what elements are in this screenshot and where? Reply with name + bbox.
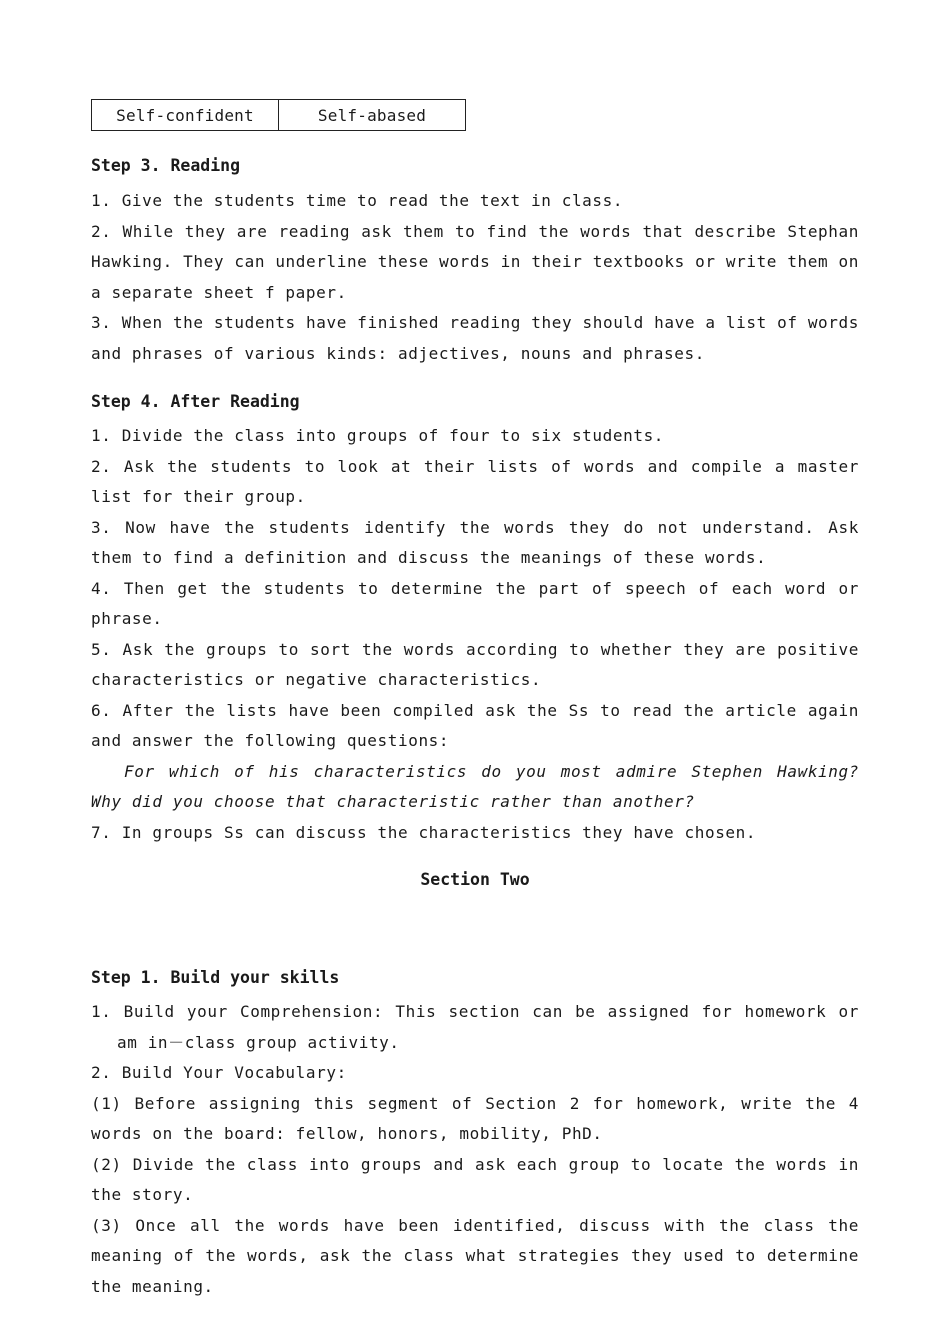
step4-heading: Step 4. After Reading — [91, 392, 300, 411]
step4-item-1: 1. Divide the class into groups of four to six students. — [91, 426, 665, 445]
step3-item-1: 1. Give the students time to read the text in class. — [91, 191, 624, 210]
table-row — [92, 100, 466, 131]
table-cell-self-confident: Self-confident — [92, 100, 279, 131]
step1-subitem-1: (1) Before assigning this segment of Section 2 for homework, write the 4 words on the board: fellow, honors, mobility, PhD. — [91, 1093, 859, 1143]
table-cell-self-abased: Self-abased — [279, 100, 466, 131]
section-two-title: Section Two — [420, 870, 530, 889]
step4-item-4: 4. Then get the students to determine the part of speech of each word or phrase. — [91, 578, 859, 628]
step4-item-2: 2. Ask the students to look at their lists of words and compile a master list for their group. — [91, 456, 859, 506]
step4-item-6: 6. After the lists have been compiled ask the Ss to read the article again and answer the following questions: — [91, 700, 859, 750]
step1-item-2: 2. Build Your Vocabulary: — [91, 1063, 347, 1082]
step4-item-3: 3. Now have the students identify the words they do not understand. Ask them to find a definition and discuss the meanings of these words. — [91, 517, 859, 567]
step4-item-7: 7. In groups Ss can discuss the characteristics they have chosen. — [91, 822, 757, 842]
step3-heading: Step 3. Reading — [91, 156, 241, 175]
step3-item-3: 3. When the students have finished reading they should have a list of words and phrases of various kinds: adjectives, nouns and phrases. — [91, 313, 859, 363]
step4-item-5: 5. Ask the groups to sort the words according to whether they are positive characteristics or negative characteristics. — [91, 639, 859, 689]
step1-subitem-2: (2) Divide the class into groups and ask each group to locate the words in the story. — [91, 1154, 859, 1204]
document-page — [91, 99, 859, 1302]
discussion-question: For which of his characteristics do you most admire Stephen Hawking? Why did you choose that characteristic rather than another? — [91, 761, 859, 811]
step1-item-1: 1. Build your Comprehension: This section can be assigned for homework or am in－class group activity. — [91, 1002, 859, 1052]
step1-heading: Step 1. Build your skills — [91, 968, 340, 987]
trait-table — [91, 99, 466, 131]
step1-subitem-3: (3) Once all the words have been identified, discuss with the class the meaning of the words, ask the class what strategies they used to determine the meaning. — [91, 1215, 859, 1296]
step3-item-2: 2. While they are reading ask them to find the words that describe Stephan Hawking. They can underline these words in their textbooks or write them on a separate sheet f paper. — [91, 221, 859, 302]
